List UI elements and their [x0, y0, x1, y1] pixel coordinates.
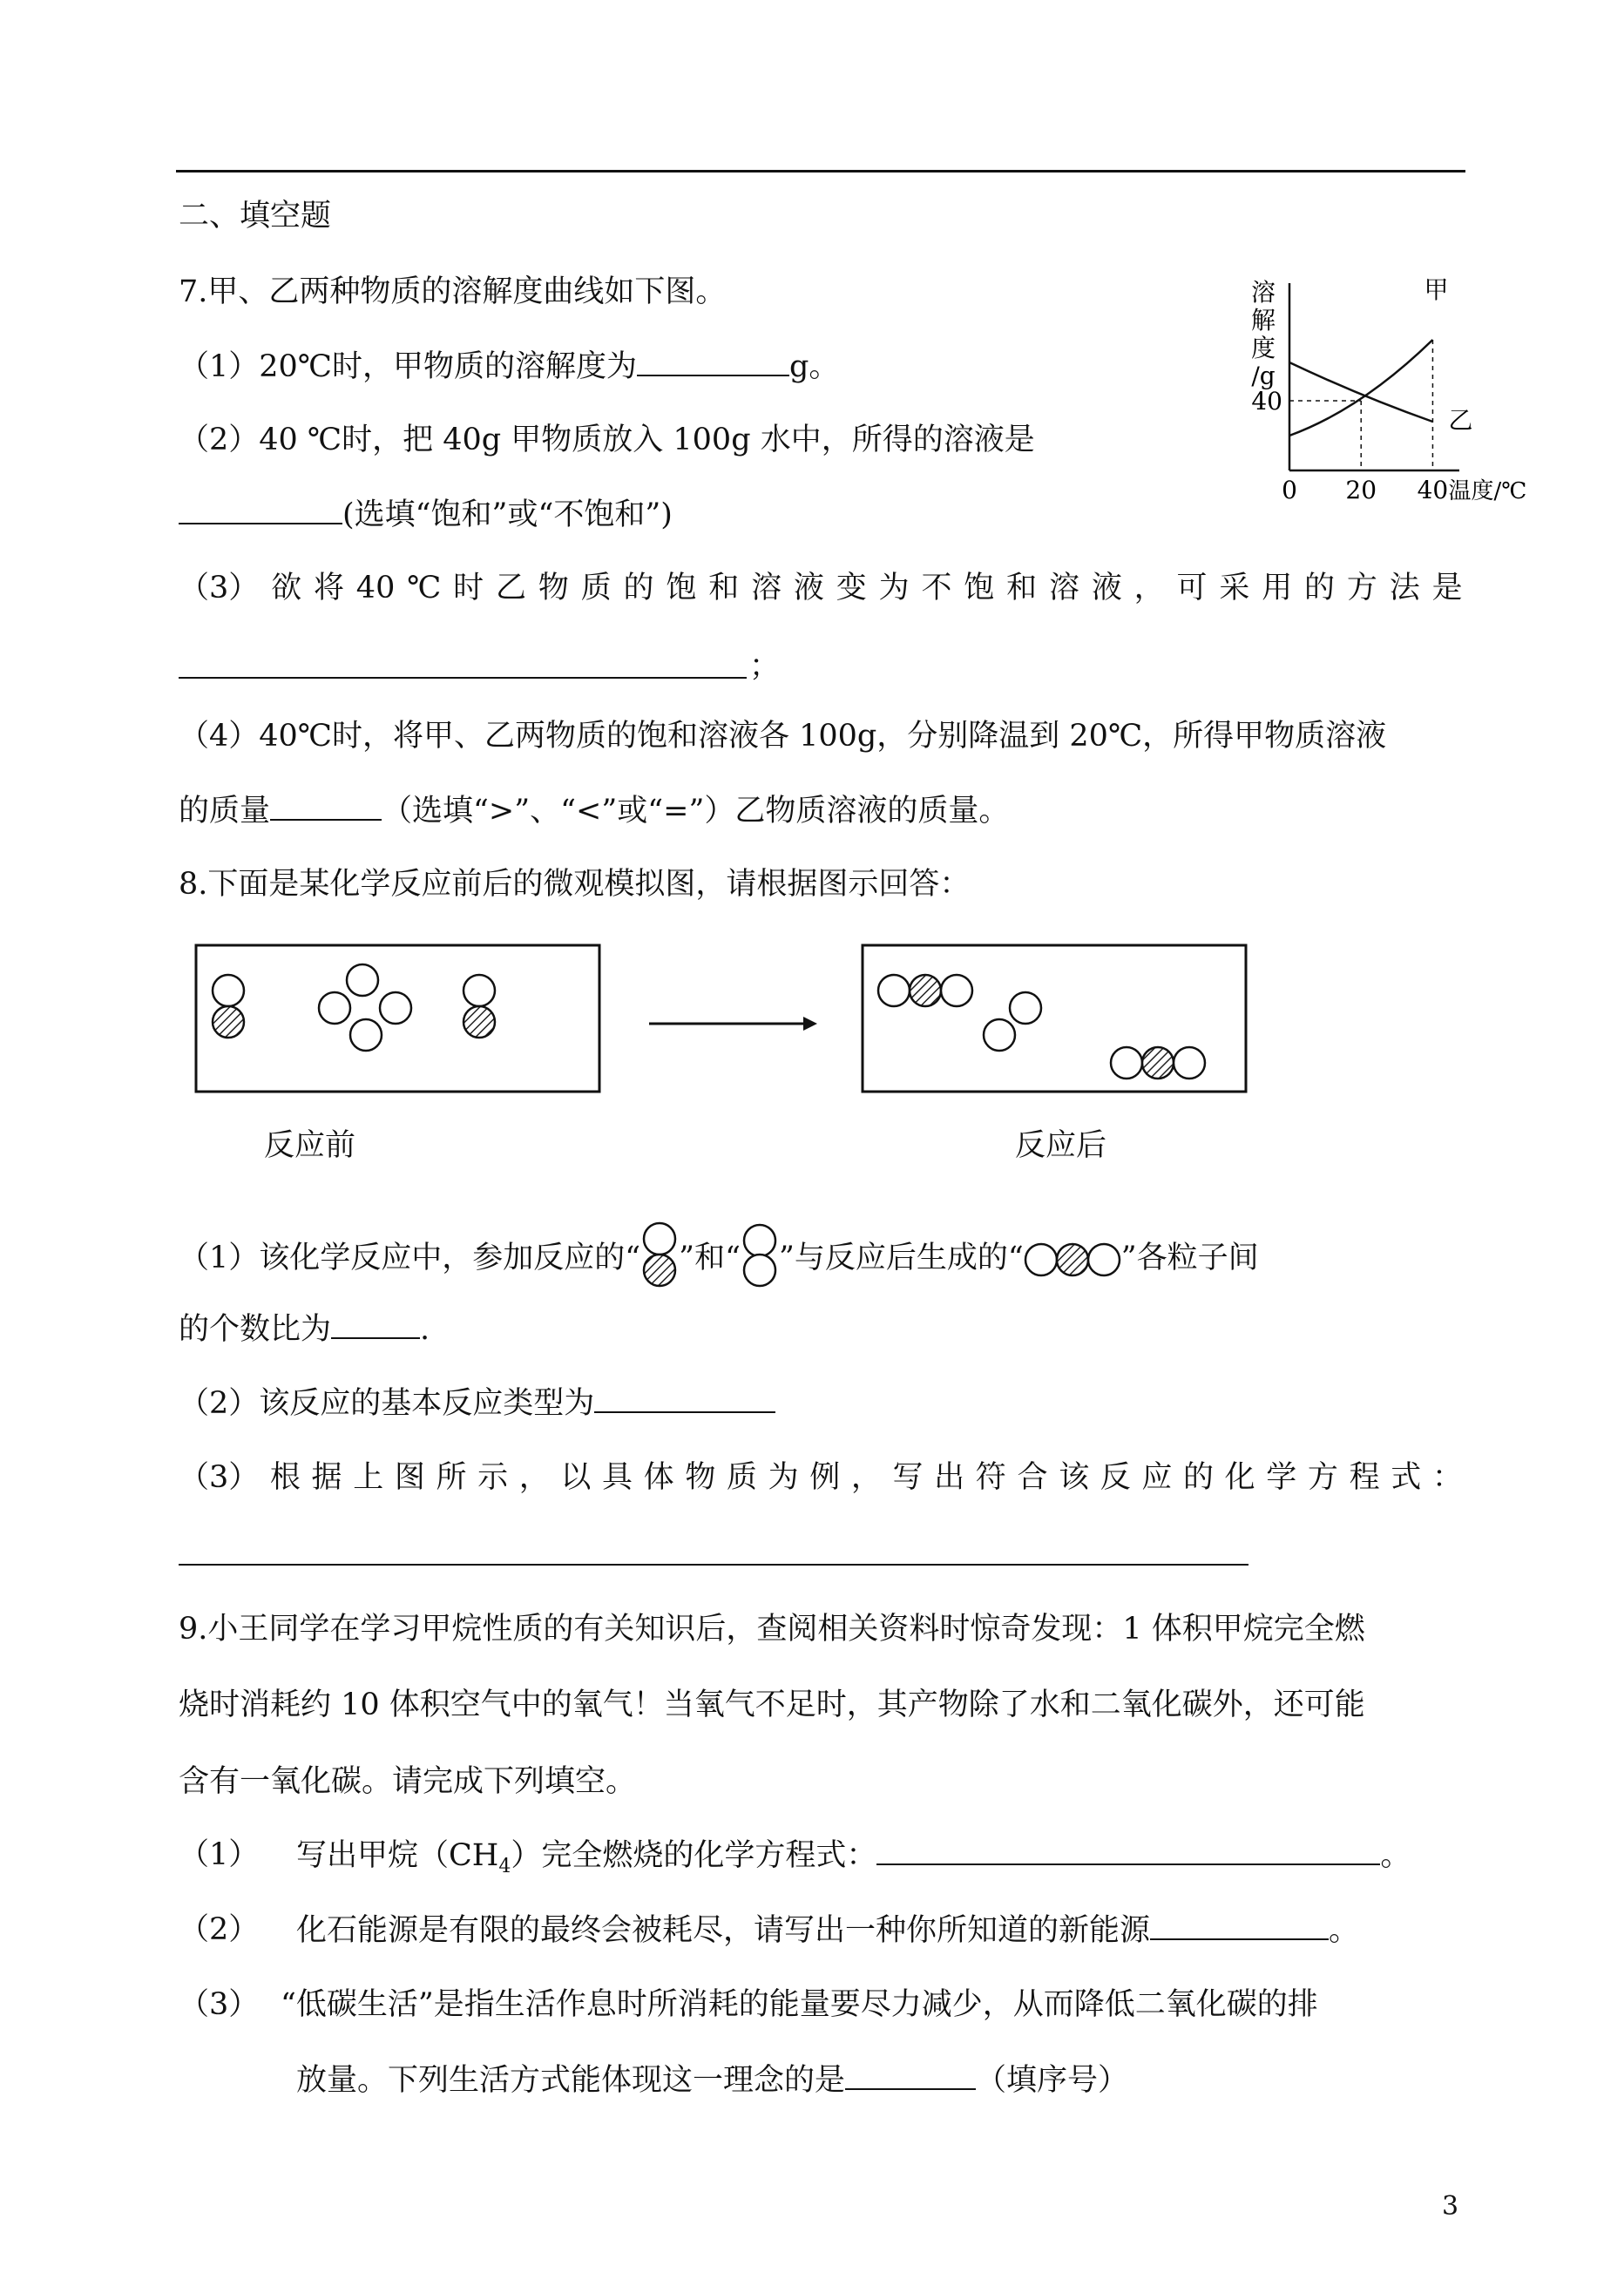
q7-p3_chars-char: 溶 [751, 571, 782, 605]
q8-p3_chars-char: （3） [179, 1460, 260, 1495]
q9-item1-end: 。 [1380, 1838, 1411, 1873]
x-tick-label: 40 [1417, 476, 1449, 504]
q7-p3_chars-char: 法 [1389, 571, 1420, 605]
q8-p3_chars-char: 方 [1307, 1460, 1338, 1495]
q8-part1-blank[interactable] [331, 1311, 420, 1339]
y-tick-label: 40 [1251, 387, 1282, 416]
y-axis-label-char: 解 [1250, 306, 1276, 335]
q8-part2 [179, 1385, 775, 1421]
q7-part2-line2 [179, 497, 673, 532]
q7-p3_chars-char: 时 [453, 571, 484, 605]
q8-p3_chars-char: 例 [809, 1460, 841, 1495]
q9-item2-num: （2） [179, 1912, 260, 1947]
q7-p3_chars-char: 和 [1006, 571, 1038, 605]
q7-part1 [179, 348, 839, 384]
q8-part1-d: ”各粒子间 [1120, 1241, 1259, 1275]
q7-p3_chars-char: 将 [313, 571, 344, 605]
q7-p3_chars-char: 变 [836, 571, 867, 605]
q7-p3_chars-char: 溶 [1048, 571, 1079, 605]
q8-p3_chars-char: 程 [1349, 1460, 1380, 1495]
q8-p3_chars-char: 体 [643, 1460, 674, 1495]
q7-part1-blank[interactable] [637, 348, 789, 376]
q9-item1-text-a: 写出甲烷（CH [296, 1838, 499, 1873]
q8-p3_chars-char: 质 [726, 1460, 757, 1495]
q7-p3_chars-char: 是 [1431, 571, 1463, 605]
q9-item1-num: （1） [179, 1837, 260, 1872]
q7-p3_chars-char: ， [1133, 571, 1165, 605]
page-number: 3 [1442, 2191, 1459, 2222]
molecule-bab-icon [1024, 1242, 1121, 1277]
q7-p3_chars-char: 方 [1346, 571, 1377, 605]
q8-part1-c: ”与反应后生成的“ [778, 1241, 1024, 1275]
series-label: 甲 [1424, 275, 1449, 304]
q7-p3_chars-char: 可 [1176, 571, 1208, 605]
q9-item1 [296, 1837, 1411, 1884]
q7-p3_chars-char: ℃ [407, 571, 442, 605]
q7-p3_chars-char: 饱 [666, 571, 697, 605]
q8-part1-line2 [179, 1311, 430, 1347]
q8-p3_chars-char: 式 [1391, 1460, 1422, 1495]
q8-p3_chars-char: 该 [1059, 1460, 1090, 1495]
q9-line1: 9.小王同学在学习甲烷性质的有关知识后，查阅相关资料时惊奇发现：1 体积甲烷完全燃 [179, 1612, 1365, 1647]
q8-p3_chars-char: 化 [1224, 1460, 1255, 1495]
q8-part2-prefix: （2）该反应的基本反应类型为 [179, 1386, 595, 1421]
q8-part1-line2-prefix: 的个数比为 [179, 1312, 332, 1347]
reaction-diagram [174, 932, 1464, 1106]
q8-p3_chars-char: 据 [311, 1460, 342, 1495]
before-molecule-2 [319, 964, 378, 1024]
q7-p3_chars-char: 饱 [964, 571, 995, 605]
q9-item3-prefix: 放量。下列生活方式能体现这一理念的是 [296, 2063, 846, 2098]
q9-item1-text-b: ）完全燃烧的化学方程式： [511, 1838, 877, 1873]
after-molecule-1 [878, 975, 972, 1006]
q9-line2: 烧时消耗约 10 体积空气中的氧气！当氧气不足时，其产物除了水和二氧化碳外，还可能 [179, 1688, 1365, 1722]
q7-part3-end: ； [749, 649, 781, 684]
q9-item2-end: 。 [1329, 1913, 1360, 1948]
x-axis-label: 温度/℃ [1448, 478, 1527, 504]
q8-part1-line2-suffix: . [420, 1312, 430, 1347]
q7-stem: 7.甲、乙两种物质的溶解度曲线如下图。 [179, 274, 727, 309]
q7-p3_chars-char: 乙 [496, 571, 527, 605]
q8-p3_chars-char: 所 [436, 1460, 467, 1495]
q7-p3_chars-char: 的 [1304, 571, 1336, 605]
q8-part1-a: （1）该化学反应中，参加反应的“ [179, 1241, 641, 1275]
q7-p3_chars-char: 用 [1262, 571, 1293, 605]
q9-item3-num: （3） [179, 1987, 260, 2022]
q8-p3_chars-char: 写 [892, 1460, 924, 1495]
q7-p3_chars-char: 欲 [271, 571, 302, 605]
q8-part1-line1 [179, 1241, 1259, 1277]
header-rule [176, 170, 1465, 172]
q9-item2-blank[interactable] [1150, 1912, 1329, 1940]
y-axis-label-char: 度 [1250, 334, 1276, 362]
q7-p3_chars-char: （3） [179, 571, 260, 605]
q9-item1-sub: 4 [498, 1856, 511, 1877]
q8-p3_chars-char: ， [518, 1460, 550, 1495]
q7-part2-suffix: (选填“饱和”或“不饱和”) [342, 497, 673, 532]
q8-p3_chars-char: 应 [1141, 1460, 1173, 1495]
q9-item2-text: 化石能源是有限的最终会被耗尽，请写出一种你所知道的新能源 [296, 1913, 1151, 1948]
molecule-b2-icon [741, 1242, 779, 1277]
after-molecule-3 [1111, 1047, 1205, 1079]
q7-part1-suffix: g。 [788, 349, 840, 384]
q8-p3_chars-char: ， [850, 1460, 882, 1495]
q8-p3_chars-char: 根 [269, 1460, 301, 1495]
q9-item1-blank[interactable] [876, 1837, 1380, 1865]
q7-part4-blank[interactable] [270, 793, 382, 821]
q9-item3-suffix: （填序号） [976, 2063, 1129, 2098]
q8-part2-blank[interactable] [594, 1385, 775, 1413]
label-before: 反应前 [264, 1128, 356, 1163]
q8-p3_chars-char: 示 [477, 1460, 509, 1495]
q7-part2-line1: （2）40 ℃时，把 40g 甲物质放入 100g 水中，所得的溶液是 [179, 423, 1035, 457]
before-molecule-3 [350, 992, 411, 1051]
q7-p3_chars-char: 液 [793, 571, 824, 605]
before-molecule-4 [464, 975, 495, 1038]
q8-p3_chars-char: 学 [1266, 1460, 1297, 1495]
reaction-arrow [649, 1017, 817, 1031]
y-axis-label-char: 溶 [1250, 278, 1276, 307]
q8-part3-blank[interactable] [179, 1564, 1248, 1566]
q7-p3_chars-char: 为 [878, 571, 910, 605]
q9-item3-line1: “低碳生活”是指生活作息时所消耗的能量要尽力减少，从而降低二氧化碳的排 [281, 1987, 1318, 2022]
after-molecule-2 [984, 992, 1041, 1051]
q8-p3_chars-char: 以 [560, 1460, 592, 1495]
x-tick-label: 0 [1282, 476, 1297, 504]
q8-p3_chars-char: 符 [975, 1460, 1006, 1495]
q7-part4-prefix: 的质量 [179, 794, 271, 829]
y-axis-label-char: /g [1251, 362, 1276, 390]
q8-p3_chars-char: ： [1431, 1460, 1463, 1495]
x-tick-label: 20 [1345, 476, 1377, 504]
q7-part4-line2 [179, 793, 1009, 829]
q7-p3_chars-char: 和 [708, 571, 740, 605]
series-label: 乙 [1448, 406, 1473, 435]
q7-p3_chars-char: 液 [1091, 571, 1122, 605]
q8-stem: 8.下面是某化学反应前后的微观模拟图，请根据图示回答： [179, 867, 971, 902]
q7-part3-blank[interactable] [179, 677, 747, 679]
q9-item3-blank[interactable] [845, 2062, 976, 2090]
q8-p3_chars-char: 的 [1183, 1460, 1215, 1495]
q7-p3_chars-char: 不 [921, 571, 952, 605]
q8-p3_chars-char: 合 [1017, 1460, 1048, 1495]
q8-part3-line1 [179, 1460, 1463, 1495]
q7-part3-line1 [179, 571, 1463, 605]
q8-p3_chars-char: 图 [394, 1460, 425, 1495]
molecule-ab-icon [640, 1242, 679, 1277]
before-molecule-1 [213, 975, 244, 1038]
q7-p3_chars-char: 40 [355, 571, 396, 605]
q9-line3: 含有一氧化碳。请完成下列填空。 [179, 1764, 637, 1799]
q7-part1-prefix: （1）20℃时，甲物质的溶解度为 [179, 349, 637, 384]
q8-p3_chars-char: 具 [602, 1460, 633, 1495]
section-title: 二、填空题 [179, 199, 332, 233]
q7-part4-line1: （4）40℃时，将甲、乙两物质的饱和溶液各 100g，分别降温到 20℃，所得甲物质溶液 [179, 719, 1387, 754]
q7-p3_chars-char: 质 [580, 571, 612, 605]
q7-p3_chars-char: 的 [623, 571, 654, 605]
q8-p3_chars-char: 物 [685, 1460, 716, 1495]
q7-p3_chars-char: 采 [1219, 571, 1250, 605]
q7-p3_chars-char: 物 [538, 571, 569, 605]
label-after: 反应后 [1015, 1128, 1107, 1163]
solubility-chart [1167, 261, 1527, 505]
q7-part4-suffix: （选填“>”、“<”或“=”）乙物质溶液的质量。 [382, 794, 1010, 829]
q9-item2 [296, 1912, 1359, 1948]
q8-p3_chars-char: 为 [768, 1460, 799, 1495]
q8-p3_chars-char: 出 [934, 1460, 965, 1495]
q8-part1-b: ”和“ [679, 1241, 741, 1275]
q8-p3_chars-char: 上 [353, 1460, 384, 1495]
q8-p3_chars-char: 反 [1100, 1460, 1131, 1495]
q7-part2-blank[interactable] [179, 497, 342, 524]
q9-item3-line2 [296, 2062, 1128, 2098]
